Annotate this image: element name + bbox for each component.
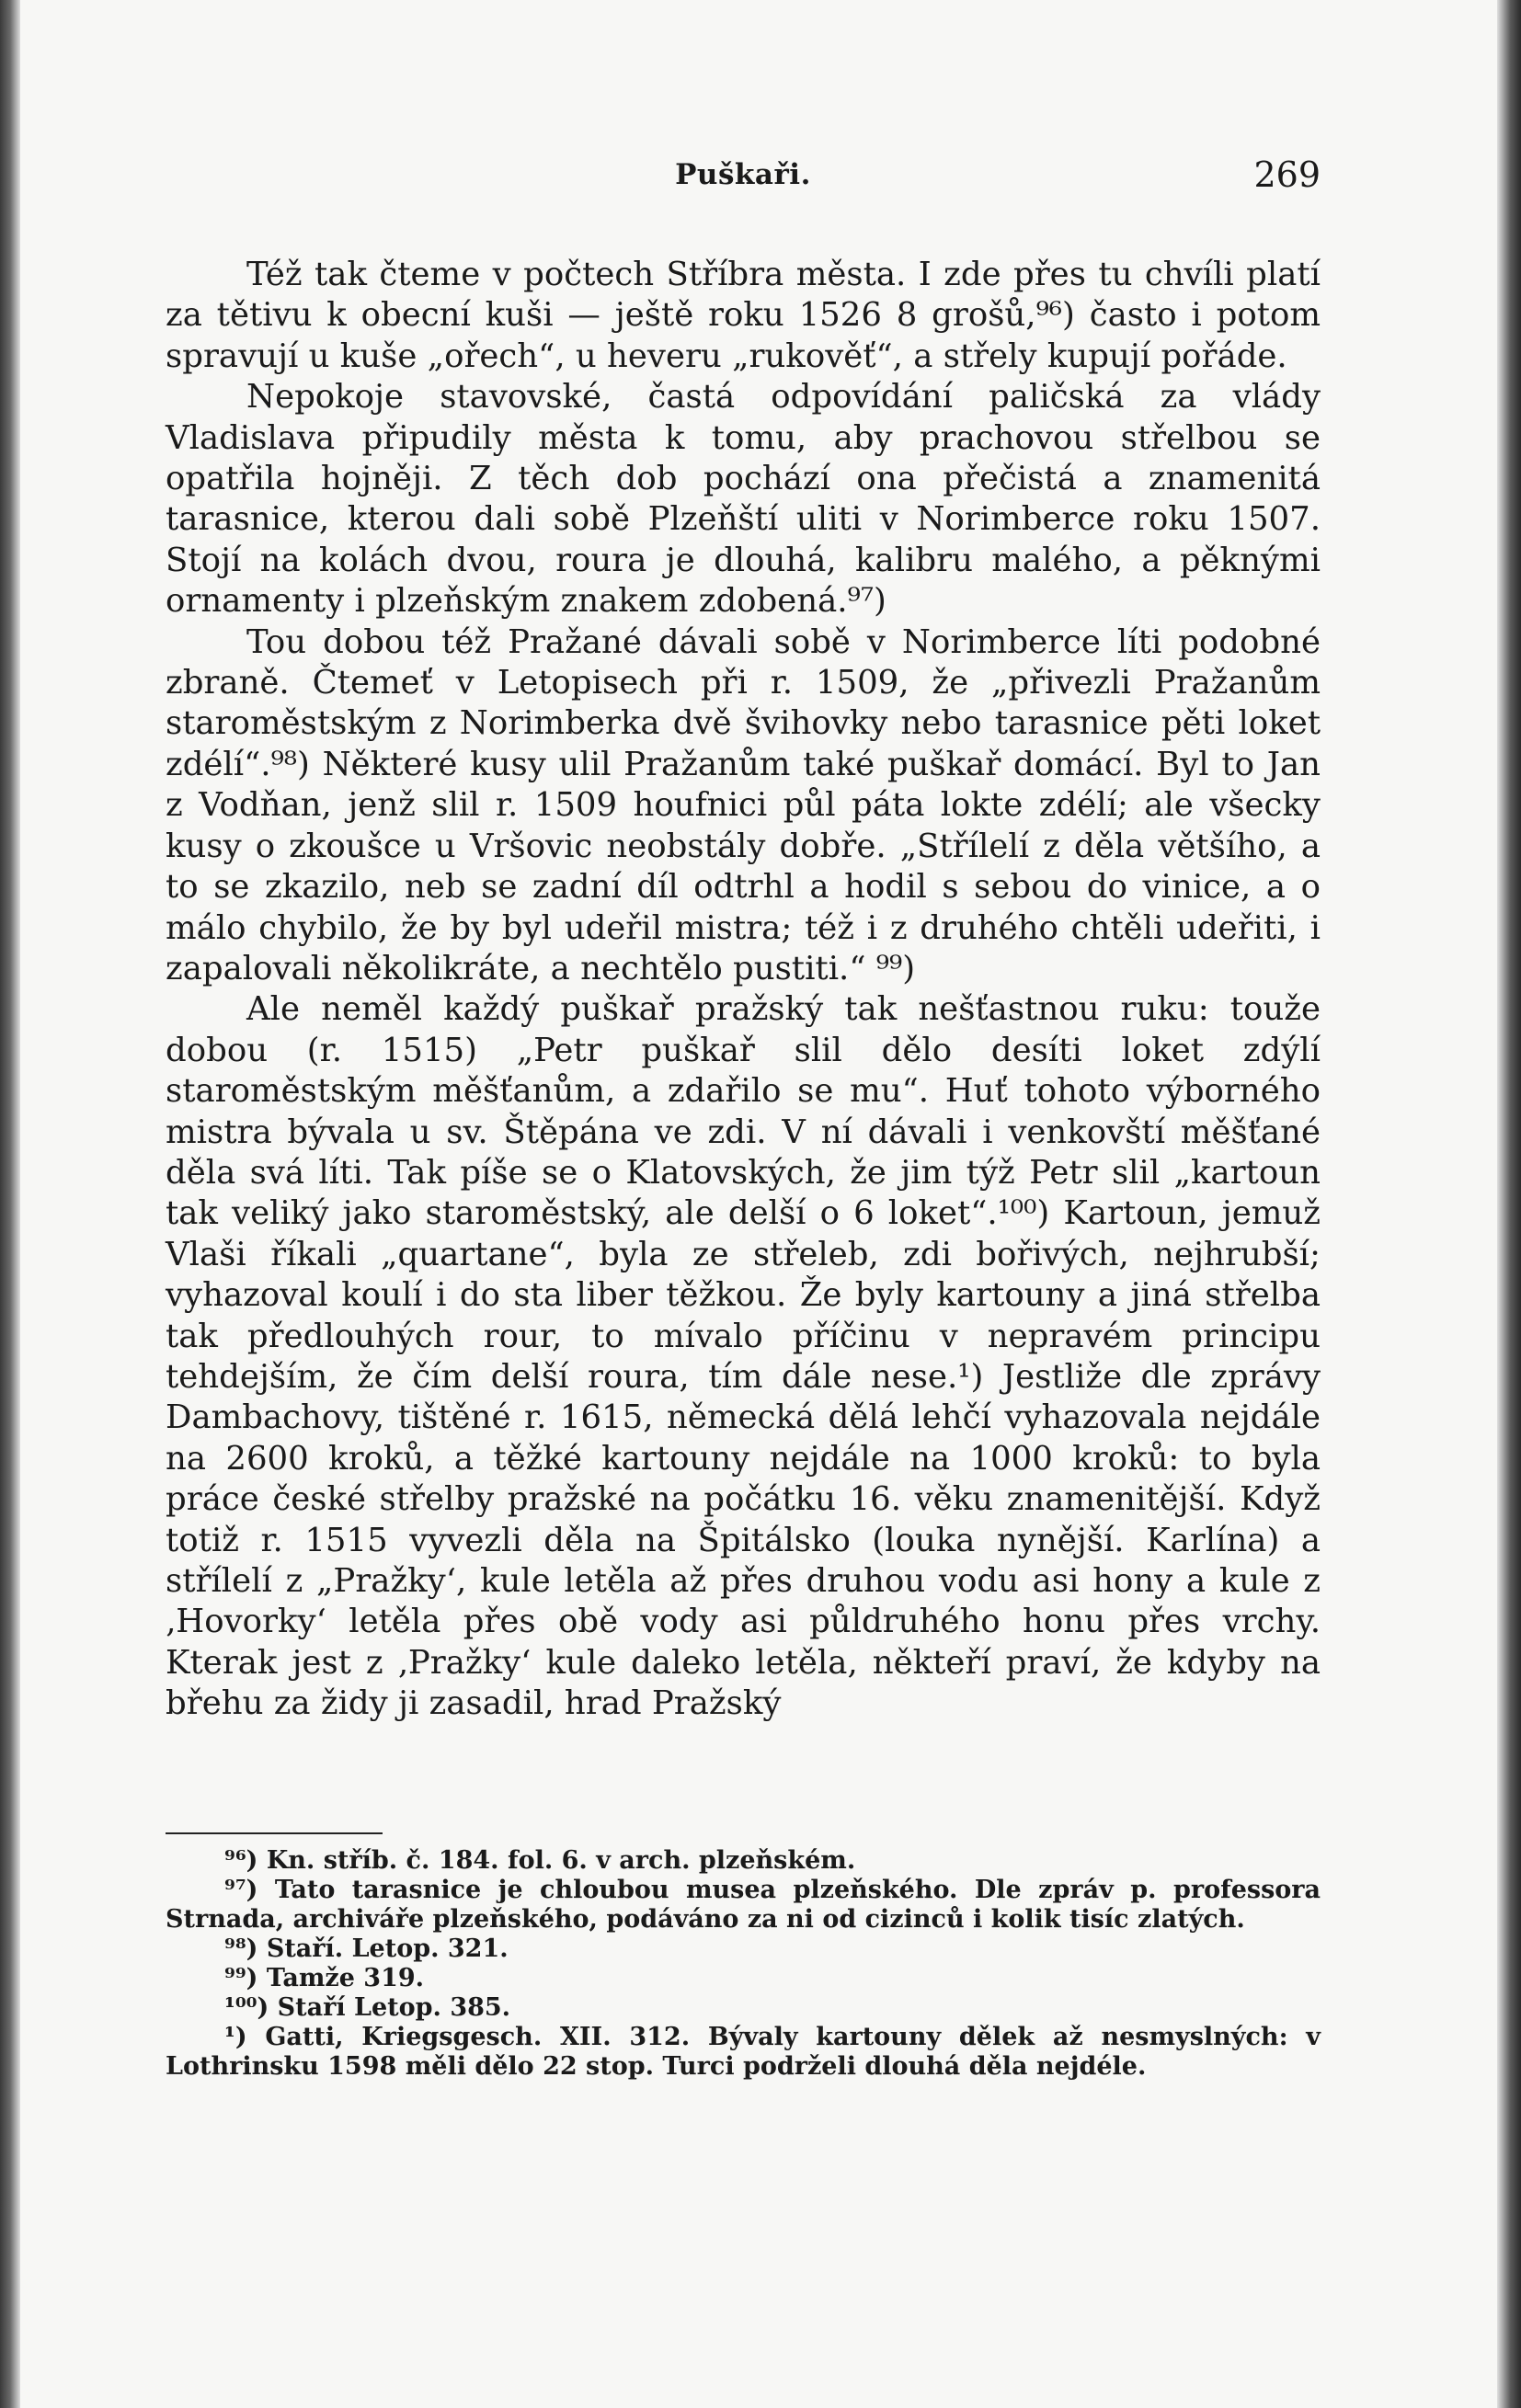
footnote: ⁹⁶) Kn. stříb. č. 184. fol. 6. v arch. plzeňském.: [224, 1846, 856, 1875]
page-left-edge: [0, 0, 20, 2408]
chapter-title: Puškaři.: [675, 158, 811, 191]
footnote: ¹) Gatti, Kriegsgesch. XII. 312. Bývaly kartouny dělek až nesmyslných: v Lothrinsku 1598 měli dělo 22 stop. Turci podrželi dlouhá děla nejdéle.: [166, 2023, 1321, 2081]
page-number: 269: [1253, 154, 1321, 195]
main-text: [166, 255, 1321, 1725]
paragraph: Ale neměl každý puškař pražský tak nešťastnou ruku: touže dobou (r. 1515) „Petr puškař slil dělo desíti loket zdýlí staroměstským měšťanům, a zdařilo se mu“. Huť tohoto výborného mistra bývala u sv. Štěpána ve zdi. V ní dávali i venkovští měšťané děla svá líti. Tak píše se o Klatovských, že jim týž Petr slil „kartoun tak veliký jako staroměstský, ale delší o 6 loket“.¹⁰⁰) Kartoun, jemuž Vlaši říkali „quartane“, byla ze střeleb, zdi bořivých, nejhrubší; vyhazoval koulí i do sta liber těžkou. Že byly kartouny a jiná střelba tak předlouhých rour, to mívalo příčinu v nepravém principu tehdejším, že čím delší roura, tím dále nese.¹) Jestliže dle zprávy Dambachovy, tištěné r. 1615, německá dělá lehčí vyhazovala nejdále na 2600 kroků, a těžké kartouny nejdále na 1000 kroků: to byla práce české střelby pražské na počátku 16. věku znamenitější. Když totiž r. 1515 vyvezli děla na Špitálsko (louka nynější. Karlína) a střílelí z „Pražky‘, kule letěla až přes druhou vodu asi hony a kule z ‚Hovorky‘ letěla přes obě vody asi půldruhého honu přes vrchy. Kterak jest z ‚Pražky‘ kule daleko letěla, někteří praví, že kdyby na břehu za židy ji zasadil, hrad Pražský: [166, 990, 1321, 1723]
footnote: ⁹⁸) Staří. Letop. 321.: [224, 1934, 509, 1963]
paragraph: Nepokoje stavovské, častá odpovídání paličská za vlády Vladislava připudily města k tomu, aby prachovou střelbou se opatřila hojněji. Z těch dob pochází ona přečistá a znamenitá tarasnice, kterou dali sobě Plzeňští uliti v Norimberce roku 1507. Stojí na kolách dvou, roura je dlouhá, kalibru malého, a pěknými ornamenty i plzeňským znakem zdobená.⁹⁷): [166, 378, 1321, 621]
paragraph: Tou dobou též Pražané dávali sobě v Norimberce líti podobné zbraně. Čtemeť v Letopisech při r. 1509, že „přivezli Pražanům staroměstským z Norimberka dvě švihovky nebo tarasnice pěti loket zdélí“.⁹⁸) Některé kusy ulil Pražanům také puškař domácí. Byl to Jan z Vodňan, jenž slil r. 1509 houfnici půl páta lokte zdélí; ale všecky kusy o zkoušce u Vršovic neobstály dobře. „Střílelí z děla většího, a to se zkazilo, neb se zadní díl odtrhl a hodil s sebou do vinice, a o málo chybilo, že by byl udeřil mistra; též i z druhého chtěli udeřiti, i zapalovali několikráte, a nechtělo pustiti.“ ⁹⁹): [166, 622, 1321, 987]
footnotes: [166, 1846, 1321, 2082]
running-header: [166, 154, 1321, 204]
footnote: ⁹⁹) Tamže 319.: [224, 1964, 425, 1992]
page-right-edge: [1497, 0, 1521, 2408]
footnote-divider: [166, 1832, 383, 1834]
footnote: ⁹⁷) Tato tarasnice je chloubou musea plzeňského. Dle zpráv p. professora Strnada, archiváře plzeňského, podáváno za ni od cizinců i kolik tisíc zlatých.: [166, 1876, 1321, 1934]
paragraph: Též tak čteme v počtech Stříbra města. I zde přes tu chvíli platí za tětivu k obecní kuši — ještě roku 1526 8 grošů,⁹⁶) často i potom spravují u kuše „ořech“, u heveru „rukověť“, a střely kupují pořáde.: [166, 256, 1321, 375]
footnote: ¹⁰⁰) Staří Letop. 385.: [224, 1993, 511, 2022]
